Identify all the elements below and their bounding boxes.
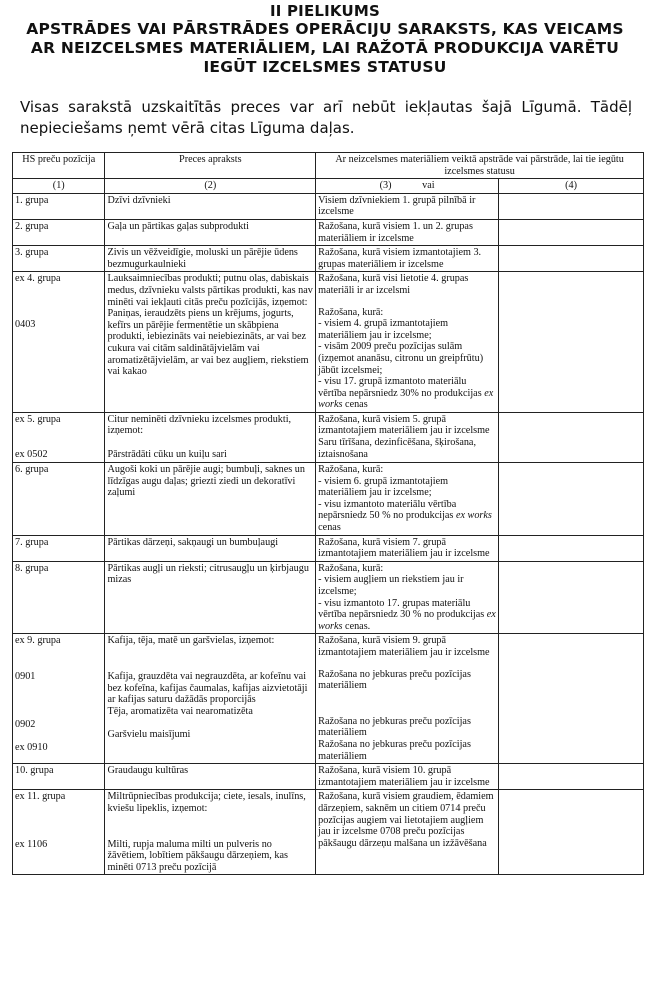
description-cell (105, 634, 316, 764)
operation-text: Ražošana, kurā visiem 9. grupā izmantotajiem materiāliem jau ir izcelsme (318, 635, 490, 658)
hs-code: ex 11. grupa (15, 791, 66, 803)
alt-operation-cell (499, 463, 644, 536)
alt-operation-cell (499, 561, 644, 634)
hs-cell: 1. grupa (13, 193, 105, 219)
alt-operation-cell (499, 764, 644, 790)
alt-operation-cell (499, 634, 644, 764)
description-cell: Zivis un vēžveidīgie, moluski un pārējie ūdens bezmugurkaulnieki (105, 246, 316, 272)
description-text: Pārstrādāti cūku un kuiļu sari (107, 449, 227, 461)
hs-code: ex 5. grupa (15, 413, 61, 425)
hs-code: ex 0910 (15, 742, 48, 754)
description-cell: Dzīvi dzīvnieki (105, 193, 316, 219)
operation-cell (316, 272, 499, 413)
hs-cell: 8. grupa (13, 561, 105, 634)
header-description: Preces apraksts (105, 153, 316, 179)
alt-operation-cell (499, 272, 644, 413)
hs-cell: 6. grupa (13, 463, 105, 536)
hs-code: ex 9. grupa (15, 635, 61, 647)
operation-cell (316, 463, 499, 536)
hs-cell (13, 634, 105, 764)
hs-cell: 7. grupa (13, 535, 105, 561)
operation-text: Saru tīrīšana, dezinficēšana, šķirošana, iztaisnošana (318, 437, 477, 460)
processing-list-table (12, 152, 644, 875)
annex-number: II PIELIKUMS (269, 2, 380, 20)
alt-operation-cell (499, 412, 644, 462)
table-row (13, 219, 644, 245)
operation-text: Ražošana, kurā: (318, 306, 384, 318)
operation-text: - visām 2009 preču pozīcijas sulām (izņemot ananāsu, citronu un greipfrūtu) jābūt izcelsmei; (318, 341, 484, 376)
description-cell: Pārtikas augļi un rieksti; citrusaugļu un ķirbjaugu mizas (105, 561, 316, 634)
alt-operation-cell (499, 535, 644, 561)
operation-text: - visiem 4. grupā izmantotajiem materiāliem jau ir izcelsme; (318, 318, 449, 341)
hs-code: ex 0502 (15, 449, 48, 461)
operation-text: - visiem 6. grupā izmantotajiem materiāliem jau ir izcelsme; (318, 475, 449, 499)
header-or-label: vai (422, 180, 435, 192)
description-cell: Graudaugu kultūras (105, 764, 316, 790)
operation-text: Ražošana, kurā: (318, 562, 384, 574)
operation-cell: Ražošana, kurā visiem 1. un 2. grupas materiāliem ir izcelsme (316, 219, 499, 245)
alt-operation-cell (499, 193, 644, 219)
header-operations: Ar neizcelsmes materiāliem veiktā apstrāde vai pārstrāde, lai tie iegūtu izcelsmes statusu (316, 153, 644, 179)
description-cell (105, 272, 316, 413)
description-text: Miltrūpniecības produkcija; ciete, iesals, inulīns, kviešu lipeklis, izņemot: (107, 791, 306, 814)
hs-cell (13, 412, 105, 462)
operation-cell (316, 634, 499, 764)
alt-operation-cell (499, 219, 644, 245)
operation-cell: Ražošana, kurā visiem graudiem, ēdamiem dārzeņiem, saknēm un citiem 0714 preču pozīcijas augiem vai lietotajiem augļiem jau ir izcelsme 0708 preču pozīcijas pākšaugu dārzeņu malšana un izžāvēšana (316, 790, 499, 875)
annex-title-line-1: APSTRĀDES VAI PĀRSTRĀDES OPERĀCIJU SARAKSTS, KAS VEICAMS (26, 20, 624, 38)
operation-text-part: cenas (318, 522, 341, 534)
description-text: Milti, rupja maluma milti un pulveris no žāvētiem, lobītiem pākšaugu dārzeņiem, kas minēti 0713 preču pozīcijā (107, 838, 288, 873)
operation-text (318, 598, 496, 633)
description-cell: Gaļa un pārtikas gaļas subprodukti (105, 219, 316, 245)
annex-title-line-3: IEGŪT IZCELSMES STATUSU (203, 58, 447, 76)
operation-cell: Ražošana, kurā visiem 10. grupā izmantotajiem materiāliem jau ir izcelsme (316, 764, 499, 790)
operation-text: Ražošana, kurā visiem 5. grupā izmantotajiem materiāliem jau ir izcelsme (318, 413, 490, 437)
header-num-4: (4) (499, 179, 644, 194)
table-row (13, 634, 644, 764)
annex-title-line-2: AR NEIZCELSMES MATERIĀLIEM, LAI RAŽOTĀ PRODUKCIJA VARĒTU (30, 39, 620, 57)
operation-cell: Ražošana, kurā visiem izmantotajiem 3. grupas materiāliem ir izcelsme (316, 246, 499, 272)
table-row (13, 246, 644, 272)
table-row (13, 535, 644, 561)
intro-paragraph: Visas sarakstā uzskaitītās preces var arī nebūt iekļautas šajā Līgumā. Tādēļ nepieciešams ņemt vērā citas Līguma daļas. (20, 98, 632, 137)
description-text: Kafija, tēja, matē un garšvielas, izņemot: (107, 635, 275, 647)
operation-text: Ražošana no jebkuras preču pozīcijas materiāliem (318, 715, 471, 739)
hs-cell: 3. grupa (13, 246, 105, 272)
operation-text-part: - visu 17. grupā izmantoto materiālu vērtība nepārsniedz 30% no produkcijas (318, 376, 482, 399)
operation-cell: Visiem dzīvniekiem 1. grupā pilnībā ir izcelsme (316, 193, 499, 219)
operation-cell (316, 561, 499, 634)
hs-cell: 2. grupa (13, 219, 105, 245)
operation-cell (316, 412, 499, 462)
operation-text-italic: ex works (318, 609, 496, 632)
operation-text-part: - visu izmantoto 17. grupas materiālu vērtība nepārsniedz 30 % no produkcijas (318, 597, 485, 621)
hs-cell (13, 790, 105, 875)
hs-code: ex 1106 (15, 838, 48, 850)
table-row (13, 463, 644, 536)
description-cell: Pārtikas dārzeņi, sakņaugi un bumbuļaugi (105, 535, 316, 561)
description-text: Citur neminēti dzīvnieku izcelsmes produkti, izņemot: (107, 413, 292, 437)
operation-text: Ražošana no jebkuras preču pozīcijas materiāliem (318, 668, 471, 692)
hs-cell: 10. grupa (13, 764, 105, 790)
table-row (13, 412, 644, 462)
table-row (13, 790, 644, 875)
header-num-3 (316, 179, 499, 194)
hs-code: 0902 (15, 718, 36, 730)
operation-text (318, 499, 496, 534)
operation-text-part: - visu izmantoto materiālu vērtība nepārsniedz 50 % no produkcijas (318, 498, 457, 522)
table-row (13, 193, 644, 219)
description-text: Kafija, grauzdēta vai negrauzdēta, ar kofeīnu vai bez kofeīna, kafijas čaumalas, kafijas aizvietotāji ar kafijas saturu dažādās proporcijās (107, 670, 308, 706)
alt-operation-cell (499, 246, 644, 272)
operation-text: Ražošana, kurā visi lietotie 4. grupas materiāli ir ar izcelsmi (318, 273, 469, 296)
hs-cell (13, 272, 105, 413)
operation-text-part: cenas (345, 399, 368, 411)
header-num-3-label: (3) (379, 180, 392, 192)
header-num-2: (2) (105, 179, 316, 194)
operation-text: Ražošana no jebkuras preču pozīcijas materiāliem (318, 738, 471, 762)
description-text: Garšvielu maisījumi (107, 729, 191, 741)
description-cell (105, 790, 316, 875)
description-cell: Augoši koki un pārējie augi; bumbuļi, saknes un līdzīgas augu daļas; griezti ziedi un dekoratīvi zaļumi (105, 463, 316, 536)
description-text: Lauksaimniecības produkti; putnu olas, dabiskais medus, dzīvnieku valsts pārtikas produkti, kas nav minēti vai iekļauti citās preču pozīcijās, izņemot: (107, 273, 313, 308)
hs-code: 0901 (15, 670, 36, 682)
header-num-1: (1) (13, 179, 105, 194)
operation-text-part: cenas. (345, 620, 371, 632)
operation-cell: Ražošana, kurā visiem 7. grupā izmantotajiem materiāliem jau ir izcelsme (316, 535, 499, 561)
operation-text: Ražošana, kurā: (318, 464, 384, 476)
hs-code: 0403 (15, 318, 36, 330)
table-row (13, 561, 644, 634)
description-cell (105, 412, 316, 462)
table-row (13, 272, 644, 413)
operation-text (318, 376, 496, 411)
header-hs: HS preču pozīcija (13, 153, 105, 179)
hs-code: ex 4. grupa (15, 273, 61, 285)
table-row (13, 764, 644, 790)
description-text: Tēja, aromatizēta vai nearomatizēta (107, 705, 253, 717)
alt-operation-cell (499, 790, 644, 875)
operation-text: - visiem augļiem un riekstiem jau ir izcelsme; (318, 574, 464, 597)
operation-text-italic: ex works (455, 510, 492, 522)
operation-text-italic: ex works (318, 387, 494, 411)
description-text: Paniņas, ieraudzēts piens un krējums, jogurts, kefīrs un pārējie fermentētie un skābpiena produkti, iebiezināts vai neiebiezināts, ar vai bez cukura vai citām saldinātājvielām vai aromatizētājvielām, ar vai bez augļiem, riekstiem vai kakao (107, 308, 309, 378)
